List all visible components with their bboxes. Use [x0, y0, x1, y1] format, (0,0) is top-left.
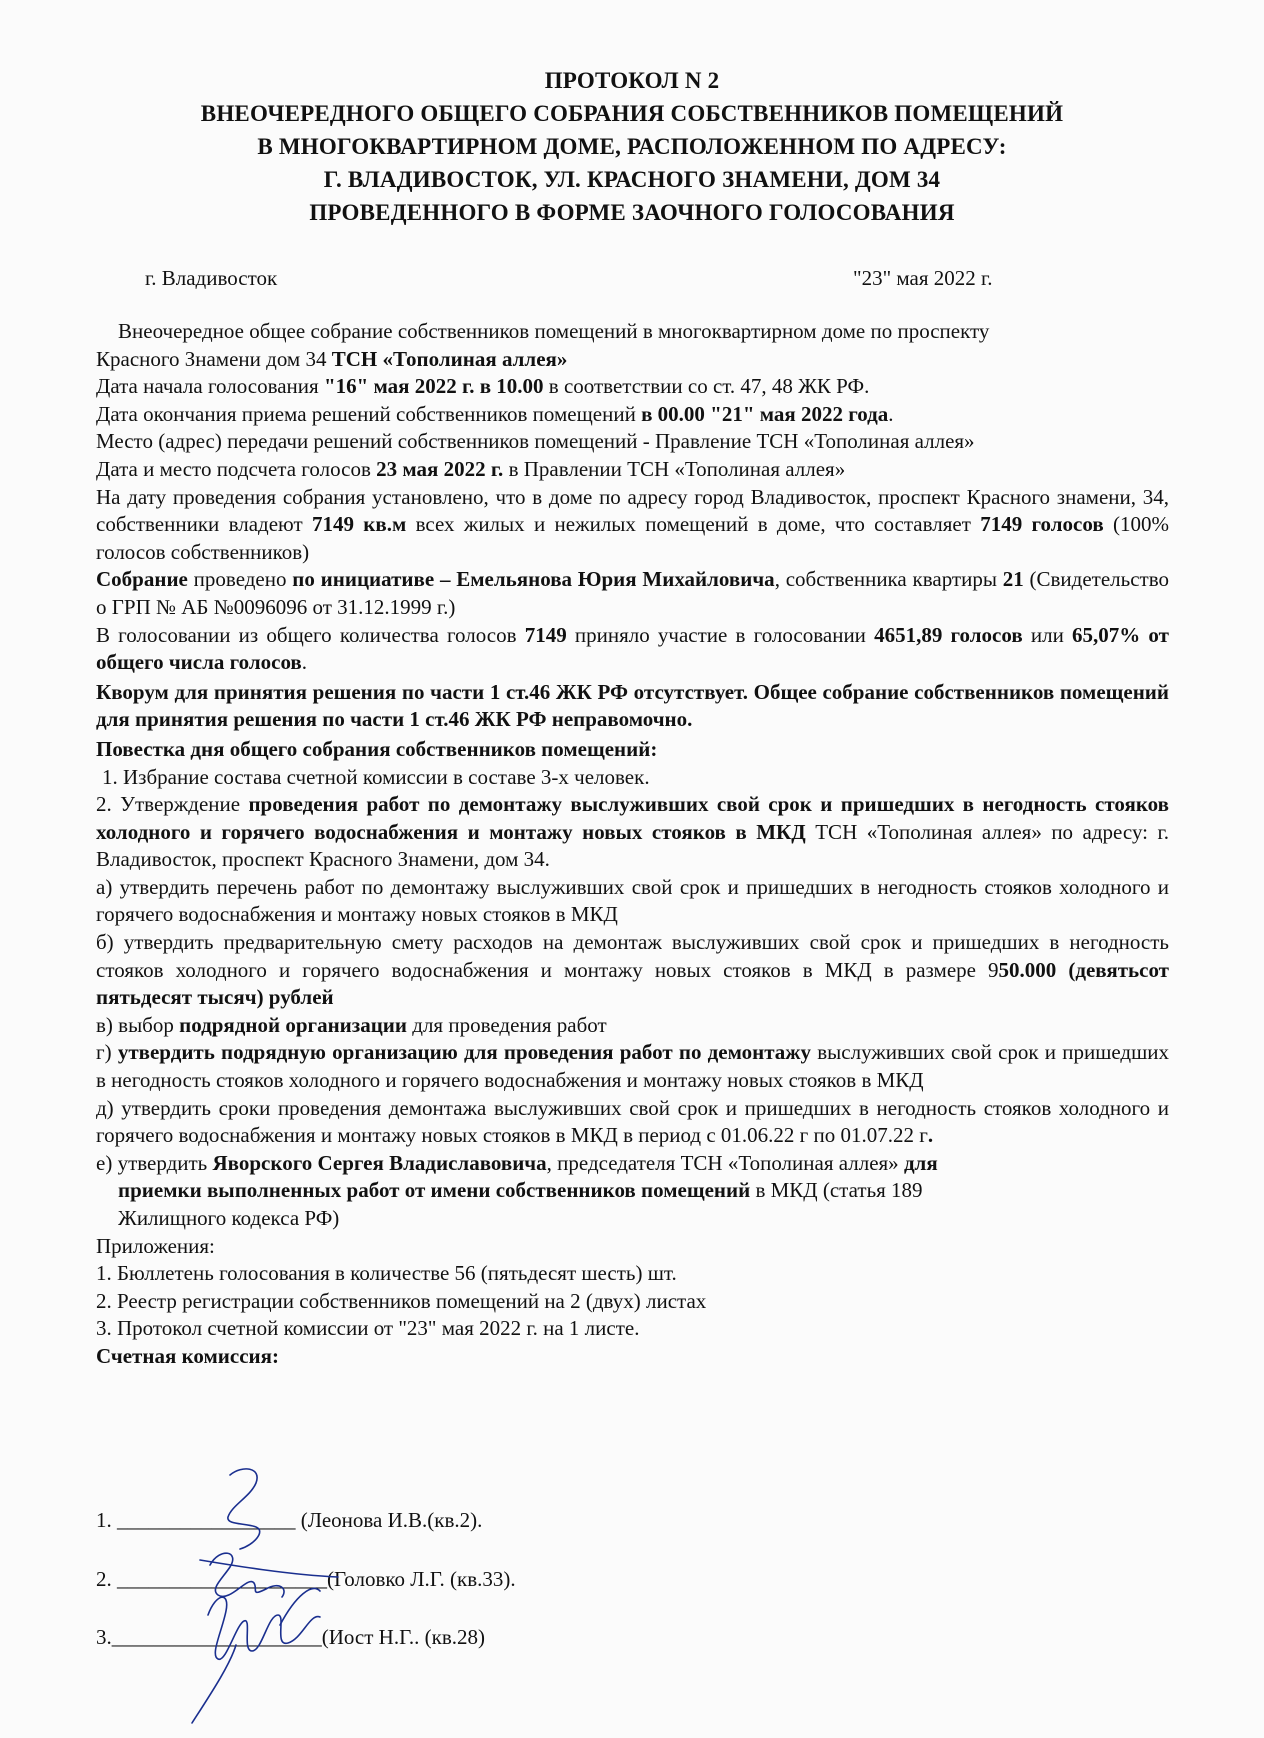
submission-place: Место (адрес) передачи решений собственников помещений - Правление ТСН «Тополиная аллея»: [96, 429, 975, 454]
ownership-paragraph: На дату проведения собрания установлено, что в доме по адресу город Владивосток, проспект Красного знамени, 34, собственники владеют 7149 кв.м всех жилых и нежилых помещений в доме, что составляет 7149 голосов (100% голосов собственников): [96, 484, 1169, 564]
title-line-1: ПРОТОКОЛ N 2: [544, 68, 720, 93]
signature-line-3: 3.____________________(Иост Н.Г.. (кв.28): [96, 1625, 485, 1649]
voting-start: Дата начала голосования "16" мая 2022 г. в 10.00 в соответствии со ст. 47, 48 ЖК РФ.: [96, 374, 870, 399]
quorum-paragraph: Кворум для принятия решения по части 1 ст.46 ЖК РФ отсутствует. Общее собрание собственников помещений для принятия решения по части 1 ст.46 ЖК РФ неправомочно.: [96, 679, 1169, 732]
title-line-4: Г. ВЛАДИВОСТОК, УЛ. КРАСНОГО ЗНАМЕНИ, ДОМ 34: [323, 167, 941, 192]
appendix-item-2: 2. Реестр регистрации собственников помещений на 2 (двух) листах: [96, 1288, 707, 1313]
title-line-5: ПРОВЕДЕННОГО В ФОРМЕ ЗАОЧНОГО ГОЛОСОВАНИЯ: [309, 200, 955, 225]
appendix-item-1: 1. Бюллетень голосования в количестве 56 (пятьдесят шесть) шт.: [96, 1261, 677, 1286]
agenda-sub-g: г) утвердить подрядную организацию для проведения работ по демонтажу выслуживших свой срок и пришедших в негодность стояков холодного и горячего водоснабжения и монтажу новых стояков в МКД: [96, 1040, 1170, 1093]
agenda-sub-e-cont: приемки выполненных работ от имени собственников помещений в МКД (статья 189: [118, 1178, 923, 1203]
appendix-item-3: 3. Протокол счетной комиссии от "23" мая 2022 г. на 1 листе.: [96, 1316, 640, 1341]
agenda-sub-e: е) утвердить Яворского Сергея Владиславовича, председателя ТСН «Тополиная аллея» для: [96, 1150, 938, 1175]
agenda-sub-v: в) выбор подрядной организации для проведения работ: [96, 1012, 607, 1037]
intro-line-1: Внеочередное общее собрание собственников помещений в многоквартирном доме по проспекту: [118, 319, 990, 343]
signature-line-1: 1. _________________ (Леонова И.В.(кв.2).: [96, 1508, 483, 1532]
agenda-item-2: 2. Утверждение проведения работ по демонтажу выслуживших свой срок и пришедших в негодность стояков холодного и горячего водоснабжения и монтажу новых стояков в МКД ТСН «Тополиная аллея» по адресу: г. Владивосток, проспект Красного Знамени, дом 34.: [96, 792, 1169, 872]
vote-count-info: Дата и место подсчета голосов 23 мая 2022 г. в Правлении ТСН «Тополиная аллея»: [96, 456, 846, 481]
document-title: [0, 64, 1264, 229]
handwritten-signatures: [170, 1465, 350, 1725]
agenda-sub-e-cont-2: Жилищного кодекса РФ): [118, 1206, 340, 1230]
voting-end: Дата окончания приема решений собственников помещений в 00.00 "21" мая 2022 года.: [96, 401, 894, 426]
agenda-sub-d: д) утвердить сроки проведения демонтажа выслуживших свой срок и пришедших в негодность стояков холодного и горячего водоснабжения и монтажу новых стояков в МКД в период с 01.06.22 г по 01.07.22 г.: [96, 1095, 1169, 1148]
document-body: [96, 318, 1169, 1371]
signature-line-2: 2. ____________________(Головко Л.Г. (кв.33).: [96, 1567, 516, 1591]
title-line-2: ВНЕОЧЕРЕДНОГО ОБЩЕГО СОБРАНИЯ СОБСТВЕННИКОВ ПОМЕЩЕНИЙ: [200, 101, 1064, 126]
appendix-heading: Приложения:: [96, 1233, 215, 1258]
participation-paragraph: В голосовании из общего количества голосов 7149 приняло участие в голосовании 4651,89 голосов или 65,07% от общего числа голосов.: [96, 622, 1169, 675]
agenda-sub-a: а) утвердить перечень работ по демонтажу выслуживших свой срок и пришедших в негодность стояков холодного и горячего водоснабжения и монтажу новых стояков в МКД: [96, 874, 1169, 927]
agenda-item-1: 1. Избрание состава счетной комиссии в составе 3-х человек.: [102, 764, 650, 789]
agenda-heading: Повестка дня общего собрания собственников помещений:: [96, 736, 658, 761]
commission-heading: Счетная комиссия:: [96, 1343, 280, 1368]
intro-line-2: Красного Знамени дом 34 ТСН «Тополиная аллея»: [96, 346, 568, 371]
city: г. Владивосток: [145, 266, 278, 290]
title-line-3: В МНОГОКВАРТИРНОМ ДОМЕ, РАСПОЛОЖЕННОМ ПО АДРЕСУ:: [257, 134, 1007, 159]
initiator-paragraph: Собрание проведено по инициативе – Емельянова Юрия Михайловича, собственника квартиры 21 (Свидетельство о ГРП № АБ №0096096 от 31.12.1999 г.): [96, 567, 1170, 619]
agenda-sub-b: б) утвердить предварительную смету расходов на демонтаж выслуживших свой срок и пришедших в негодность стояков холодного и горячего водоснабжения и монтажу новых стояков в МКД в размере 950.000 (девятьсот пятьдесят тысяч) рублей: [96, 930, 1169, 1010]
document-date: "23" мая 2022 г.: [853, 266, 993, 290]
